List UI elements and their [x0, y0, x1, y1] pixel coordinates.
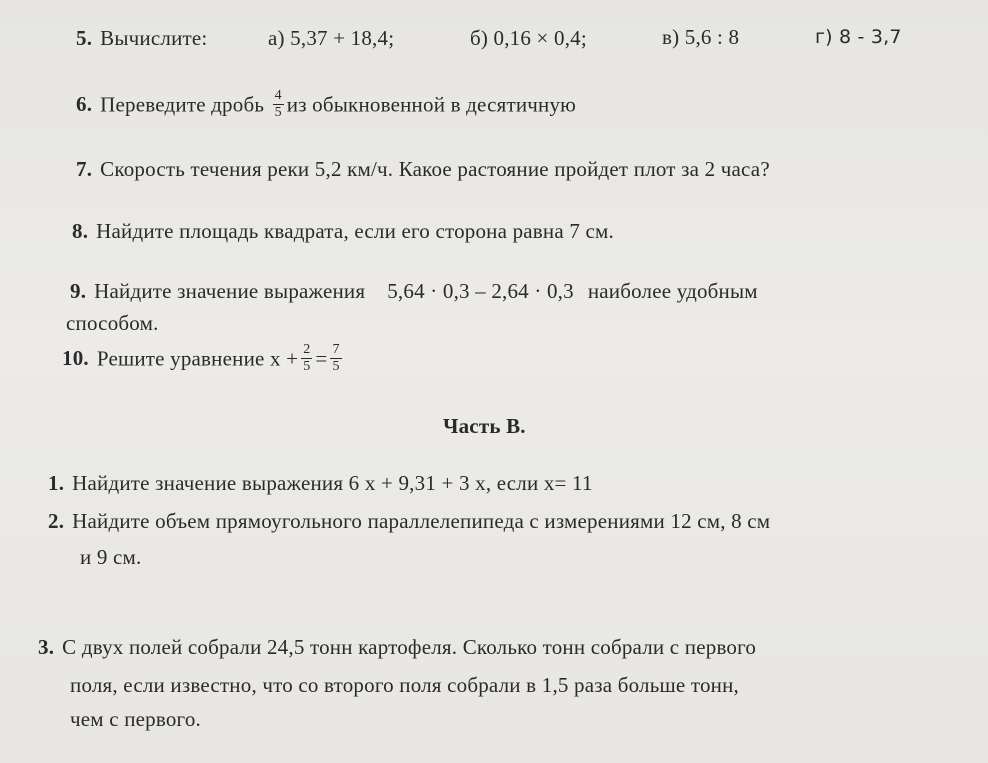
- fraction-numerator: 4: [274, 88, 282, 103]
- question-7: [76, 156, 770, 182]
- question-text-after: наиболее удобным: [587, 279, 758, 303]
- fraction-denominator: 5: [332, 359, 340, 374]
- question-text: Найдите объем прямоугольного параллелепипеда с измерениями 12 см, 8 см: [72, 509, 771, 533]
- part-b-question-1: [48, 470, 593, 496]
- question-6: [76, 90, 576, 123]
- fraction-1: [301, 342, 312, 375]
- question-9-line-2: способом.: [66, 311, 159, 335]
- question-8: [72, 218, 614, 244]
- question-number: 7.: [76, 157, 93, 181]
- fraction: [273, 88, 284, 121]
- question-5-option-a: а) 5,37 + 18,4;: [268, 26, 395, 50]
- part-b-question-2: [48, 508, 770, 534]
- fraction-numerator: 7: [332, 342, 340, 357]
- question-number: 10.: [62, 346, 89, 371]
- question-number: 9.: [70, 279, 87, 303]
- question-5-option-c: в) 5,6 : 8: [662, 25, 740, 49]
- question-text-after: из обыкновенной в десятичную: [286, 92, 577, 117]
- fraction-numerator: 2: [303, 342, 311, 357]
- question-text: С двух полей собрали 24,5 тонн картофеля. Сколько тонн собрали с первого: [62, 635, 757, 659]
- question-5-option-d: г) 8 - 3,7: [815, 26, 902, 48]
- part-b-question-2-line-2: и 9 см.: [80, 545, 142, 569]
- question-5: [76, 25, 207, 51]
- equals-sign: =: [315, 346, 328, 371]
- expression: 5,64 · 0,3 – 2,64 · 0,3: [387, 279, 574, 303]
- question-text: Найдите площадь квадрата, если его сторона равна 7 см.: [96, 219, 614, 243]
- fraction-2: [330, 342, 341, 375]
- part-b-question-3-line-2: поля, если известно, что со второго поля собрали в 1,5 раза больше тонн,: [70, 673, 739, 697]
- question-9: [70, 278, 758, 304]
- question-text: Решите уравнение: [96, 346, 265, 371]
- question-text: Найдите значение выражения 6 x + 9,31 + 3 x, если x= 11: [72, 471, 593, 495]
- question-text: Вычислите:: [100, 26, 208, 50]
- question-number: 3.: [38, 635, 55, 659]
- equation-variable: x +: [270, 346, 299, 371]
- question-text: Найдите значение выражения: [94, 279, 366, 303]
- fraction-denominator: 5: [303, 359, 311, 374]
- part-b-question-3: [38, 634, 756, 660]
- question-number: 6.: [76, 92, 93, 117]
- question-number: 2.: [48, 509, 65, 533]
- question-number: 8.: [72, 219, 89, 243]
- question-text: Скорость течения реки 5,2 км/ч. Какое растояние пройдет плот за 2 часа?: [100, 157, 770, 181]
- question-text: Переведите дробь: [100, 92, 265, 117]
- fraction-denominator: 5: [274, 105, 282, 120]
- question-number: 1.: [48, 471, 65, 495]
- question-5-option-b: б) 0,16 × 0,4;: [470, 26, 587, 50]
- question-10: [62, 344, 345, 377]
- part-b-question-3-line-3: чем с первого.: [70, 707, 201, 731]
- question-number: 5.: [76, 26, 93, 50]
- section-heading: Часть В.: [443, 414, 526, 438]
